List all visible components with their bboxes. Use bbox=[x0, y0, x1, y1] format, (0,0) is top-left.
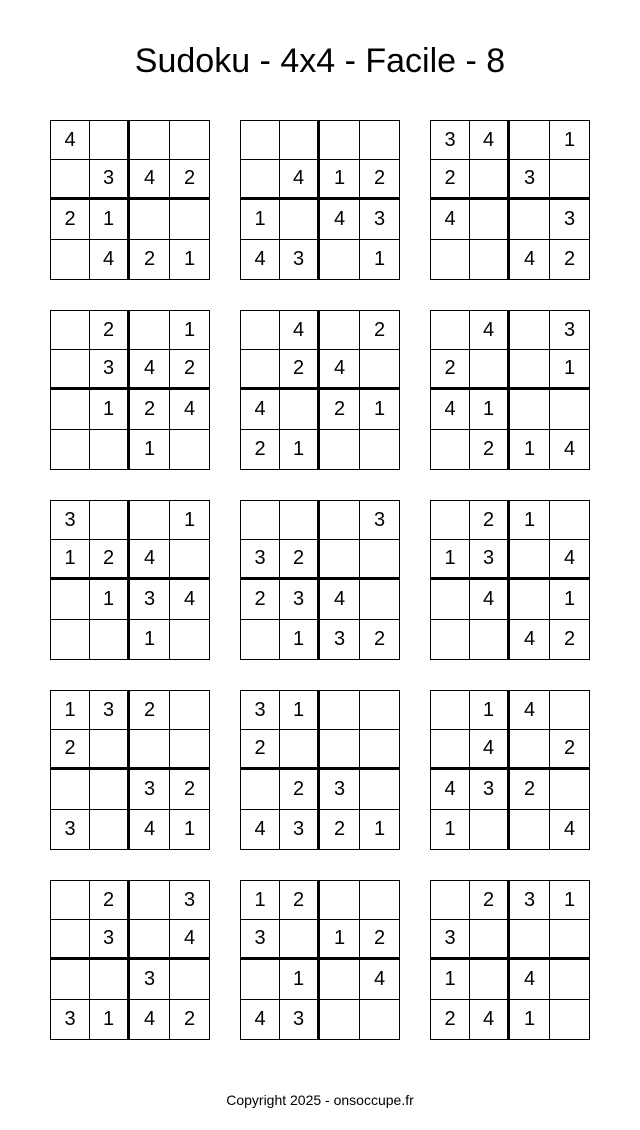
empty-cell bbox=[320, 310, 360, 350]
given-cell: 4 bbox=[510, 690, 550, 730]
empty-cell bbox=[50, 390, 90, 430]
given-cell: 4 bbox=[130, 540, 170, 580]
given-cell: 2 bbox=[550, 240, 590, 280]
given-cell: 1 bbox=[550, 350, 590, 390]
empty-cell bbox=[470, 350, 510, 390]
page-title: Sudoku - 4x4 - Facile - 8 bbox=[134, 42, 506, 80]
given-cell: 4 bbox=[550, 430, 590, 470]
given-cell: 4 bbox=[130, 350, 170, 390]
given-cell: 2 bbox=[360, 160, 400, 200]
given-cell: 2 bbox=[130, 240, 170, 280]
given-cell: 1 bbox=[170, 810, 210, 850]
given-cell: 2 bbox=[170, 770, 210, 810]
empty-cell bbox=[470, 240, 510, 280]
empty-cell bbox=[240, 160, 280, 200]
given-cell: 1 bbox=[130, 620, 170, 660]
given-cell: 4 bbox=[170, 580, 210, 620]
sudoku-grid bbox=[430, 310, 590, 470]
given-cell: 3 bbox=[240, 690, 280, 730]
empty-cell bbox=[240, 770, 280, 810]
given-cell: 1 bbox=[550, 880, 590, 920]
sudoku-grid bbox=[430, 880, 590, 1040]
empty-cell bbox=[360, 350, 400, 390]
given-cell: 4 bbox=[50, 120, 90, 160]
empty-cell bbox=[550, 690, 590, 730]
given-cell: 1 bbox=[550, 120, 590, 160]
empty-cell bbox=[240, 620, 280, 660]
given-cell: 1 bbox=[170, 310, 210, 350]
given-cell: 3 bbox=[50, 500, 90, 540]
empty-cell bbox=[510, 390, 550, 430]
given-cell: 3 bbox=[130, 580, 170, 620]
empty-cell bbox=[130, 200, 170, 240]
given-cell: 1 bbox=[360, 390, 400, 430]
given-cell: 4 bbox=[240, 390, 280, 430]
given-cell: 2 bbox=[430, 1000, 470, 1040]
empty-cell bbox=[130, 120, 170, 160]
given-cell: 2 bbox=[280, 880, 320, 920]
empty-cell bbox=[430, 690, 470, 730]
given-cell: 2 bbox=[50, 730, 90, 770]
empty-cell bbox=[50, 960, 90, 1000]
sudoku-grid bbox=[430, 690, 590, 850]
empty-cell bbox=[280, 920, 320, 960]
sudoku-grid bbox=[240, 500, 400, 660]
empty-cell bbox=[510, 310, 550, 350]
empty-cell bbox=[50, 620, 90, 660]
empty-cell bbox=[510, 730, 550, 770]
given-cell: 4 bbox=[130, 810, 170, 850]
given-cell: 2 bbox=[510, 770, 550, 810]
empty-cell bbox=[90, 730, 130, 770]
given-cell: 3 bbox=[510, 160, 550, 200]
empty-cell bbox=[170, 430, 210, 470]
empty-cell bbox=[50, 920, 90, 960]
given-cell: 2 bbox=[360, 310, 400, 350]
sudoku-grid bbox=[50, 310, 210, 470]
given-cell: 2 bbox=[430, 350, 470, 390]
given-cell: 1 bbox=[550, 580, 590, 620]
empty-cell bbox=[550, 160, 590, 200]
given-cell: 3 bbox=[320, 620, 360, 660]
given-cell: 2 bbox=[90, 310, 130, 350]
sudoku-grid bbox=[430, 500, 590, 660]
empty-cell bbox=[470, 960, 510, 1000]
given-cell: 2 bbox=[320, 390, 360, 430]
copyright-footer: Copyright 2025 - onsoccupe.fr bbox=[226, 1092, 414, 1108]
given-cell: 1 bbox=[170, 500, 210, 540]
given-cell: 4 bbox=[470, 1000, 510, 1040]
empty-cell bbox=[50, 580, 90, 620]
empty-cell bbox=[320, 690, 360, 730]
sudoku-grid bbox=[240, 310, 400, 470]
given-cell: 3 bbox=[170, 880, 210, 920]
given-cell: 3 bbox=[550, 200, 590, 240]
empty-cell bbox=[430, 730, 470, 770]
given-cell: 3 bbox=[90, 160, 130, 200]
given-cell: 1 bbox=[430, 540, 470, 580]
given-cell: 1 bbox=[360, 240, 400, 280]
empty-cell bbox=[510, 540, 550, 580]
empty-cell bbox=[130, 500, 170, 540]
given-cell: 3 bbox=[280, 580, 320, 620]
given-cell: 2 bbox=[240, 430, 280, 470]
given-cell: 1 bbox=[170, 240, 210, 280]
given-cell: 1 bbox=[240, 200, 280, 240]
given-cell: 3 bbox=[90, 690, 130, 730]
empty-cell bbox=[170, 690, 210, 730]
empty-cell bbox=[240, 500, 280, 540]
empty-cell bbox=[90, 500, 130, 540]
given-cell: 2 bbox=[280, 540, 320, 580]
empty-cell bbox=[90, 120, 130, 160]
given-cell: 2 bbox=[240, 580, 280, 620]
empty-cell bbox=[320, 1000, 360, 1040]
given-cell: 2 bbox=[360, 620, 400, 660]
empty-cell bbox=[470, 620, 510, 660]
given-cell: 4 bbox=[280, 160, 320, 200]
empty-cell bbox=[430, 880, 470, 920]
given-cell: 4 bbox=[240, 1000, 280, 1040]
empty-cell bbox=[360, 120, 400, 160]
empty-cell bbox=[170, 730, 210, 770]
sudoku-grid bbox=[50, 880, 210, 1040]
empty-cell bbox=[470, 810, 510, 850]
sudoku-grid bbox=[240, 880, 400, 1040]
given-cell: 2 bbox=[50, 200, 90, 240]
given-cell: 3 bbox=[360, 500, 400, 540]
empty-cell bbox=[360, 430, 400, 470]
empty-cell bbox=[510, 120, 550, 160]
empty-cell bbox=[280, 200, 320, 240]
given-cell: 2 bbox=[550, 730, 590, 770]
given-cell: 3 bbox=[280, 810, 320, 850]
given-cell: 2 bbox=[360, 920, 400, 960]
given-cell: 1 bbox=[240, 880, 280, 920]
empty-cell bbox=[130, 310, 170, 350]
given-cell: 1 bbox=[50, 540, 90, 580]
given-cell: 1 bbox=[510, 1000, 550, 1040]
empty-cell bbox=[320, 730, 360, 770]
empty-cell bbox=[170, 620, 210, 660]
given-cell: 1 bbox=[470, 690, 510, 730]
given-cell: 3 bbox=[130, 770, 170, 810]
empty-cell bbox=[430, 580, 470, 620]
empty-cell bbox=[510, 350, 550, 390]
empty-cell bbox=[550, 1000, 590, 1040]
empty-cell bbox=[90, 430, 130, 470]
empty-cell bbox=[50, 350, 90, 390]
empty-cell bbox=[50, 240, 90, 280]
given-cell: 4 bbox=[360, 960, 400, 1000]
empty-cell bbox=[430, 500, 470, 540]
empty-cell bbox=[240, 120, 280, 160]
sudoku-grid bbox=[430, 120, 590, 280]
empty-cell bbox=[320, 240, 360, 280]
empty-cell bbox=[550, 390, 590, 430]
given-cell: 2 bbox=[430, 160, 470, 200]
given-cell: 3 bbox=[240, 540, 280, 580]
given-cell: 3 bbox=[50, 1000, 90, 1040]
empty-cell bbox=[510, 920, 550, 960]
empty-cell bbox=[510, 810, 550, 850]
empty-cell bbox=[240, 960, 280, 1000]
given-cell: 1 bbox=[130, 430, 170, 470]
given-cell: 4 bbox=[320, 350, 360, 390]
empty-cell bbox=[430, 310, 470, 350]
given-cell: 2 bbox=[550, 620, 590, 660]
empty-cell bbox=[360, 1000, 400, 1040]
given-cell: 2 bbox=[90, 880, 130, 920]
given-cell: 1 bbox=[280, 690, 320, 730]
given-cell: 2 bbox=[470, 430, 510, 470]
given-cell: 2 bbox=[320, 810, 360, 850]
given-cell: 1 bbox=[90, 390, 130, 430]
empty-cell bbox=[50, 430, 90, 470]
given-cell: 4 bbox=[510, 960, 550, 1000]
given-cell: 2 bbox=[170, 160, 210, 200]
empty-cell bbox=[360, 580, 400, 620]
given-cell: 4 bbox=[240, 810, 280, 850]
empty-cell bbox=[280, 500, 320, 540]
empty-cell bbox=[320, 120, 360, 160]
given-cell: 1 bbox=[430, 810, 470, 850]
sudoku-grid bbox=[50, 120, 210, 280]
empty-cell bbox=[50, 310, 90, 350]
empty-cell bbox=[130, 920, 170, 960]
given-cell: 4 bbox=[430, 390, 470, 430]
sudoku-grid bbox=[50, 690, 210, 850]
empty-cell bbox=[320, 500, 360, 540]
given-cell: 1 bbox=[280, 620, 320, 660]
given-cell: 4 bbox=[280, 310, 320, 350]
given-cell: 4 bbox=[510, 240, 550, 280]
empty-cell bbox=[510, 200, 550, 240]
given-cell: 3 bbox=[90, 920, 130, 960]
empty-cell bbox=[360, 880, 400, 920]
empty-cell bbox=[90, 960, 130, 1000]
empty-cell bbox=[320, 880, 360, 920]
given-cell: 4 bbox=[320, 580, 360, 620]
given-cell: 4 bbox=[240, 240, 280, 280]
sudoku-grid bbox=[240, 120, 400, 280]
given-cell: 2 bbox=[130, 690, 170, 730]
empty-cell bbox=[360, 540, 400, 580]
given-cell: 4 bbox=[320, 200, 360, 240]
given-cell: 4 bbox=[170, 390, 210, 430]
empty-cell bbox=[320, 540, 360, 580]
given-cell: 4 bbox=[510, 620, 550, 660]
given-cell: 1 bbox=[50, 690, 90, 730]
empty-cell bbox=[130, 880, 170, 920]
empty-cell bbox=[50, 160, 90, 200]
given-cell: 3 bbox=[320, 770, 360, 810]
given-cell: 2 bbox=[240, 730, 280, 770]
given-cell: 3 bbox=[510, 880, 550, 920]
sudoku-grid bbox=[240, 690, 400, 850]
empty-cell bbox=[550, 960, 590, 1000]
given-cell: 2 bbox=[90, 540, 130, 580]
empty-cell bbox=[280, 730, 320, 770]
given-cell: 4 bbox=[550, 540, 590, 580]
empty-cell bbox=[320, 960, 360, 1000]
empty-cell bbox=[170, 960, 210, 1000]
empty-cell bbox=[430, 240, 470, 280]
empty-cell bbox=[240, 350, 280, 390]
given-cell: 2 bbox=[470, 880, 510, 920]
given-cell: 4 bbox=[470, 580, 510, 620]
given-cell: 1 bbox=[510, 500, 550, 540]
empty-cell bbox=[130, 730, 170, 770]
given-cell: 4 bbox=[470, 120, 510, 160]
empty-cell bbox=[470, 200, 510, 240]
given-cell: 3 bbox=[280, 1000, 320, 1040]
given-cell: 3 bbox=[90, 350, 130, 390]
empty-cell bbox=[550, 770, 590, 810]
empty-cell bbox=[90, 620, 130, 660]
empty-cell bbox=[280, 120, 320, 160]
given-cell: 1 bbox=[320, 160, 360, 200]
empty-cell bbox=[360, 770, 400, 810]
empty-cell bbox=[430, 620, 470, 660]
given-cell: 3 bbox=[470, 770, 510, 810]
given-cell: 3 bbox=[280, 240, 320, 280]
empty-cell bbox=[90, 770, 130, 810]
given-cell: 1 bbox=[510, 430, 550, 470]
empty-cell bbox=[90, 810, 130, 850]
given-cell: 3 bbox=[430, 920, 470, 960]
given-cell: 1 bbox=[320, 920, 360, 960]
empty-cell bbox=[470, 920, 510, 960]
given-cell: 4 bbox=[470, 730, 510, 770]
empty-cell bbox=[320, 430, 360, 470]
given-cell: 2 bbox=[470, 500, 510, 540]
given-cell: 1 bbox=[280, 960, 320, 1000]
given-cell: 3 bbox=[470, 540, 510, 580]
given-cell: 1 bbox=[90, 200, 130, 240]
given-cell: 3 bbox=[550, 310, 590, 350]
given-cell: 3 bbox=[130, 960, 170, 1000]
empty-cell bbox=[360, 730, 400, 770]
given-cell: 4 bbox=[170, 920, 210, 960]
given-cell: 3 bbox=[50, 810, 90, 850]
sudoku-grid bbox=[50, 500, 210, 660]
given-cell: 4 bbox=[430, 200, 470, 240]
empty-cell bbox=[170, 540, 210, 580]
empty-cell bbox=[170, 120, 210, 160]
given-cell: 4 bbox=[130, 1000, 170, 1040]
empty-cell bbox=[280, 390, 320, 430]
empty-cell bbox=[550, 920, 590, 960]
given-cell: 4 bbox=[470, 310, 510, 350]
given-cell: 2 bbox=[280, 350, 320, 390]
given-cell: 4 bbox=[130, 160, 170, 200]
empty-cell bbox=[510, 580, 550, 620]
given-cell: 2 bbox=[280, 770, 320, 810]
given-cell: 1 bbox=[90, 580, 130, 620]
given-cell: 4 bbox=[550, 810, 590, 850]
given-cell: 1 bbox=[360, 810, 400, 850]
given-cell: 3 bbox=[360, 200, 400, 240]
given-cell: 1 bbox=[280, 430, 320, 470]
empty-cell bbox=[50, 880, 90, 920]
empty-cell bbox=[50, 770, 90, 810]
empty-cell bbox=[360, 690, 400, 730]
given-cell: 1 bbox=[430, 960, 470, 1000]
given-cell: 1 bbox=[90, 1000, 130, 1040]
given-cell: 4 bbox=[430, 770, 470, 810]
empty-cell bbox=[470, 160, 510, 200]
given-cell: 2 bbox=[170, 350, 210, 390]
given-cell: 3 bbox=[430, 120, 470, 160]
empty-cell bbox=[550, 500, 590, 540]
given-cell: 3 bbox=[240, 920, 280, 960]
given-cell: 2 bbox=[170, 1000, 210, 1040]
empty-cell bbox=[170, 200, 210, 240]
given-cell: 4 bbox=[90, 240, 130, 280]
empty-cell bbox=[430, 430, 470, 470]
empty-cell bbox=[240, 310, 280, 350]
given-cell: 1 bbox=[470, 390, 510, 430]
given-cell: 2 bbox=[130, 390, 170, 430]
